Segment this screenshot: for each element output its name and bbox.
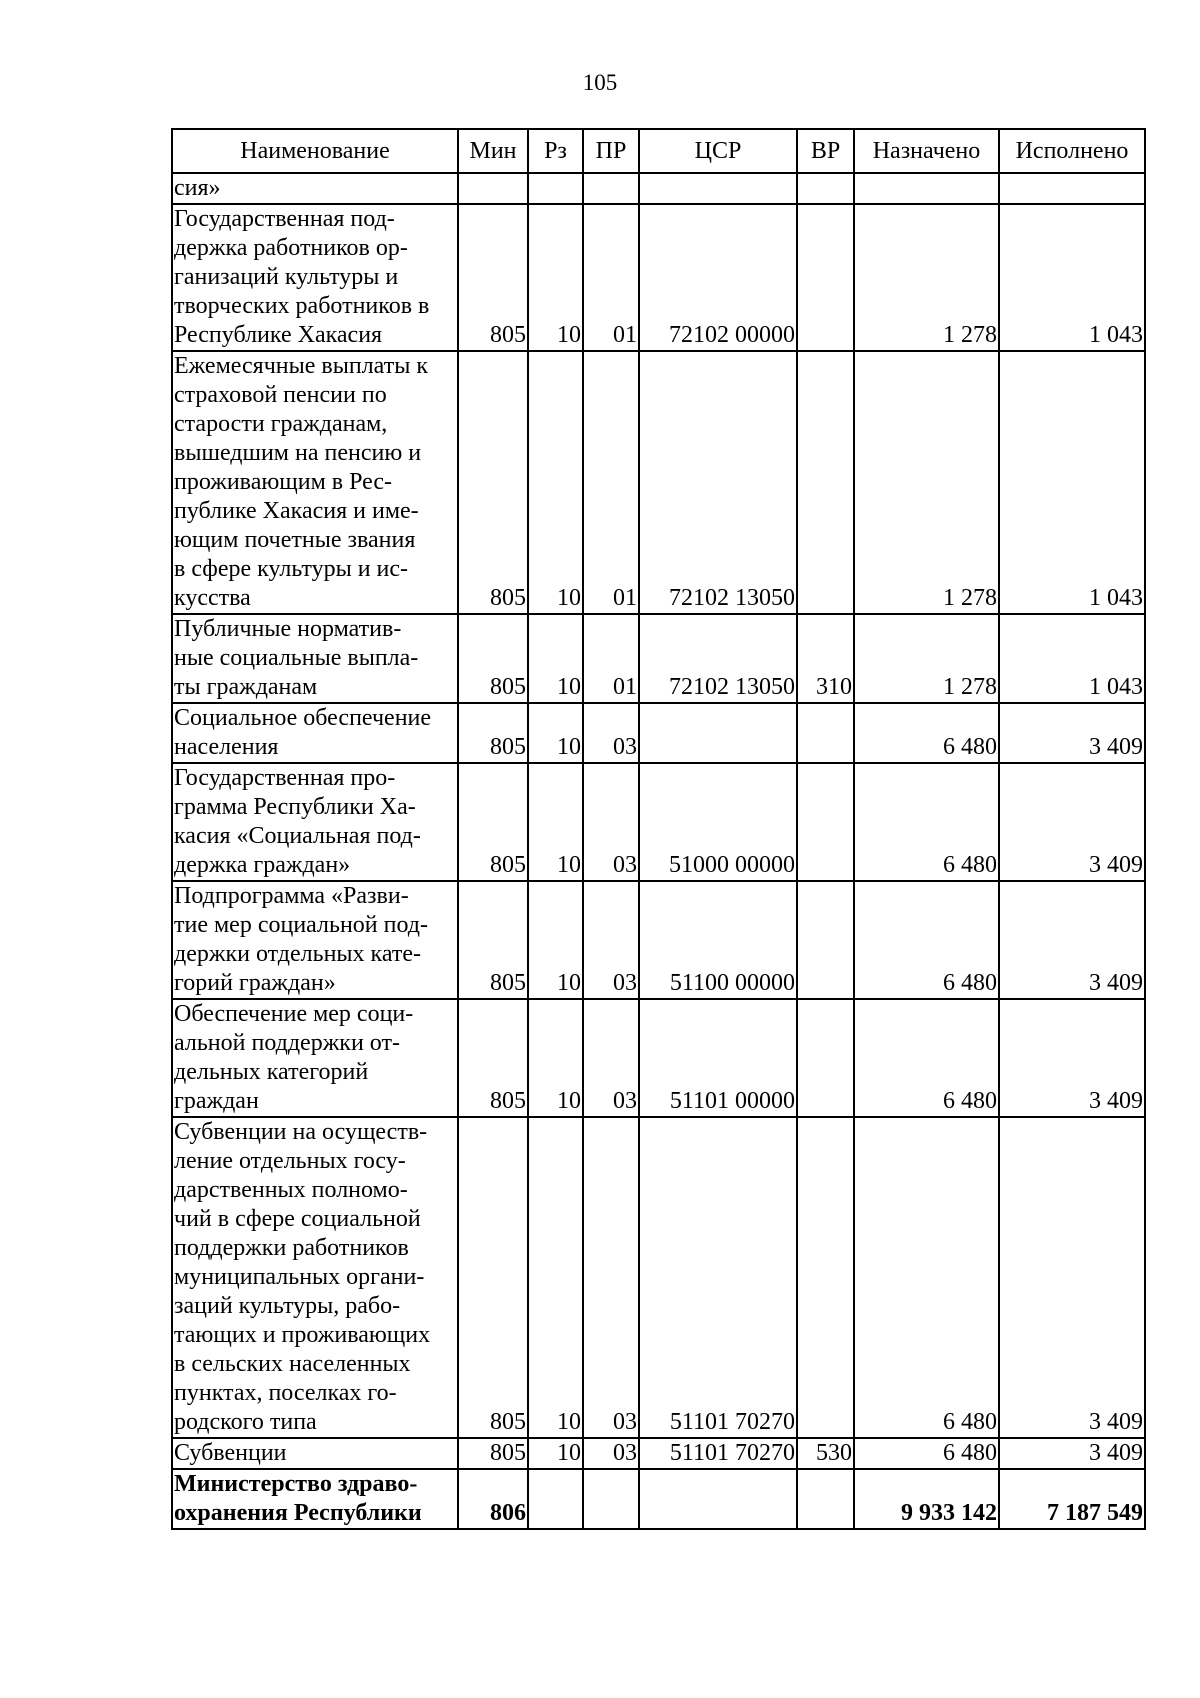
- cell-executed: 1 043: [999, 614, 1145, 703]
- cell-vr: [797, 1469, 854, 1529]
- cell-pr: 03: [583, 999, 639, 1117]
- cell-name: сия»: [172, 173, 458, 204]
- cell-rz: 10: [528, 999, 583, 1117]
- cell-pr: 03: [583, 1438, 639, 1469]
- cell-executed: 3 409: [999, 1117, 1145, 1438]
- cell-pr: 03: [583, 703, 639, 763]
- cell-name: Социальное обеспечение населения: [172, 703, 458, 763]
- cell-min: 805: [458, 351, 528, 614]
- cell-executed: 3 409: [999, 999, 1145, 1117]
- cell-assigned: 1 278: [854, 351, 999, 614]
- cell-vr: [797, 999, 854, 1117]
- header-rz: Рз: [528, 129, 583, 173]
- cell-csr: 51000 00000: [639, 763, 797, 881]
- cell-min: 805: [458, 614, 528, 703]
- table-body: [172, 173, 1145, 1529]
- cell-executed: [999, 173, 1145, 204]
- cell-vr: 310: [797, 614, 854, 703]
- table-row: [172, 999, 1145, 1117]
- cell-executed: 3 409: [999, 763, 1145, 881]
- cell-pr: 03: [583, 763, 639, 881]
- cell-vr: 530: [797, 1438, 854, 1469]
- cell-pr: 03: [583, 881, 639, 999]
- cell-assigned: [854, 173, 999, 204]
- budget-table: [171, 128, 1146, 1530]
- cell-pr: [583, 173, 639, 204]
- cell-assigned: 6 480: [854, 1438, 999, 1469]
- header-assigned: Назначено: [854, 129, 999, 173]
- cell-name: Ежемесячные выплаты к страховой пенсии по старости гражданам, вышедшим на пенсию и проживающим в Рес- публике Хакасия и име- ющим почетные звания в сфере культуры и ис- кусства: [172, 351, 458, 614]
- cell-min: 805: [458, 999, 528, 1117]
- cell-min: 805: [458, 204, 528, 351]
- cell-vr: [797, 1117, 854, 1438]
- table-row: [172, 881, 1145, 999]
- cell-csr: 72102 00000: [639, 204, 797, 351]
- cell-name: Государственная под- держка работников ор- ганизаций культуры и творческих работников в Республике Хакасия: [172, 204, 458, 351]
- cell-csr: 72102 13050: [639, 351, 797, 614]
- cell-csr: 51101 70270: [639, 1438, 797, 1469]
- cell-csr: [639, 173, 797, 204]
- cell-rz: 10: [528, 204, 583, 351]
- cell-csr: [639, 703, 797, 763]
- cell-csr: 72102 13050: [639, 614, 797, 703]
- cell-vr: [797, 204, 854, 351]
- table-row: [172, 614, 1145, 703]
- cell-min: 805: [458, 763, 528, 881]
- cell-min: 805: [458, 1438, 528, 1469]
- cell-vr: [797, 351, 854, 614]
- header-name: Наименование: [172, 129, 458, 173]
- cell-rz: [528, 1469, 583, 1529]
- cell-pr: 01: [583, 204, 639, 351]
- cell-rz: 10: [528, 351, 583, 614]
- cell-assigned: 9 933 142: [854, 1469, 999, 1529]
- table-row: [172, 1469, 1145, 1529]
- cell-executed: 1 043: [999, 204, 1145, 351]
- cell-rz: 10: [528, 763, 583, 881]
- cell-vr: [797, 173, 854, 204]
- cell-min: 805: [458, 881, 528, 999]
- cell-rz: 10: [528, 1438, 583, 1469]
- cell-csr: 51100 00000: [639, 881, 797, 999]
- table-row: [172, 204, 1145, 351]
- table-row: [172, 1438, 1145, 1469]
- cell-pr: 01: [583, 351, 639, 614]
- cell-executed: 1 043: [999, 351, 1145, 614]
- cell-assigned: 6 480: [854, 999, 999, 1117]
- table-row: [172, 1117, 1145, 1438]
- cell-name: Обеспечение мер соци- альной поддержки от- дельных категорий граждан: [172, 999, 458, 1117]
- cell-name: Субвенции: [172, 1438, 458, 1469]
- cell-executed: 3 409: [999, 881, 1145, 999]
- cell-name: Публичные норматив- ные социальные выпла- ты гражданам: [172, 614, 458, 703]
- cell-pr: [583, 1469, 639, 1529]
- cell-csr: 51101 70270: [639, 1117, 797, 1438]
- cell-min: [458, 173, 528, 204]
- header-csr: ЦСР: [639, 129, 797, 173]
- cell-rz: 10: [528, 703, 583, 763]
- table-row: [172, 703, 1145, 763]
- cell-rz: 10: [528, 1117, 583, 1438]
- cell-rz: 10: [528, 881, 583, 999]
- cell-name: Субвенции на осуществ- ление отдельных госу- дарственных полномо- чий в сфере социальной поддержки работников муниципальных органи- заций культуры, рабо- тающих и проживающих в сельских населенных пунктах, поселках го- родского типа: [172, 1117, 458, 1438]
- cell-executed: 3 409: [999, 1438, 1145, 1469]
- table-row: [172, 763, 1145, 881]
- cell-min: 805: [458, 1117, 528, 1438]
- header-pr: ПР: [583, 129, 639, 173]
- header-min: Мин: [458, 129, 528, 173]
- cell-assigned: 6 480: [854, 881, 999, 999]
- cell-executed: 3 409: [999, 703, 1145, 763]
- header-vr: ВР: [797, 129, 854, 173]
- cell-min: 806: [458, 1469, 528, 1529]
- table-header-row: [172, 129, 1145, 173]
- cell-name: Министерство здраво- охранения Республики: [172, 1469, 458, 1529]
- cell-assigned: 1 278: [854, 204, 999, 351]
- cell-assigned: 6 480: [854, 763, 999, 881]
- cell-assigned: 1 278: [854, 614, 999, 703]
- cell-csr: 51101 00000: [639, 999, 797, 1117]
- cell-min: 805: [458, 703, 528, 763]
- cell-executed: 7 187 549: [999, 1469, 1145, 1529]
- cell-vr: [797, 881, 854, 999]
- table-row: [172, 351, 1145, 614]
- cell-name: Государственная про- грамма Республики Ха- касия «Социальная под- держка граждан»: [172, 763, 458, 881]
- cell-pr: 01: [583, 614, 639, 703]
- table-row: [172, 173, 1145, 204]
- cell-rz: [528, 173, 583, 204]
- cell-vr: [797, 703, 854, 763]
- cell-assigned: 6 480: [854, 703, 999, 763]
- cell-pr: 03: [583, 1117, 639, 1438]
- cell-name: Подпрограмма «Разви- тие мер социальной под- держки отдельных кате- горий граждан»: [172, 881, 458, 999]
- cell-csr: [639, 1469, 797, 1529]
- cell-vr: [797, 763, 854, 881]
- cell-rz: 10: [528, 614, 583, 703]
- header-executed: Исполнено: [999, 129, 1145, 173]
- page-number: 105: [582, 70, 618, 95]
- cell-assigned: 6 480: [854, 1117, 999, 1438]
